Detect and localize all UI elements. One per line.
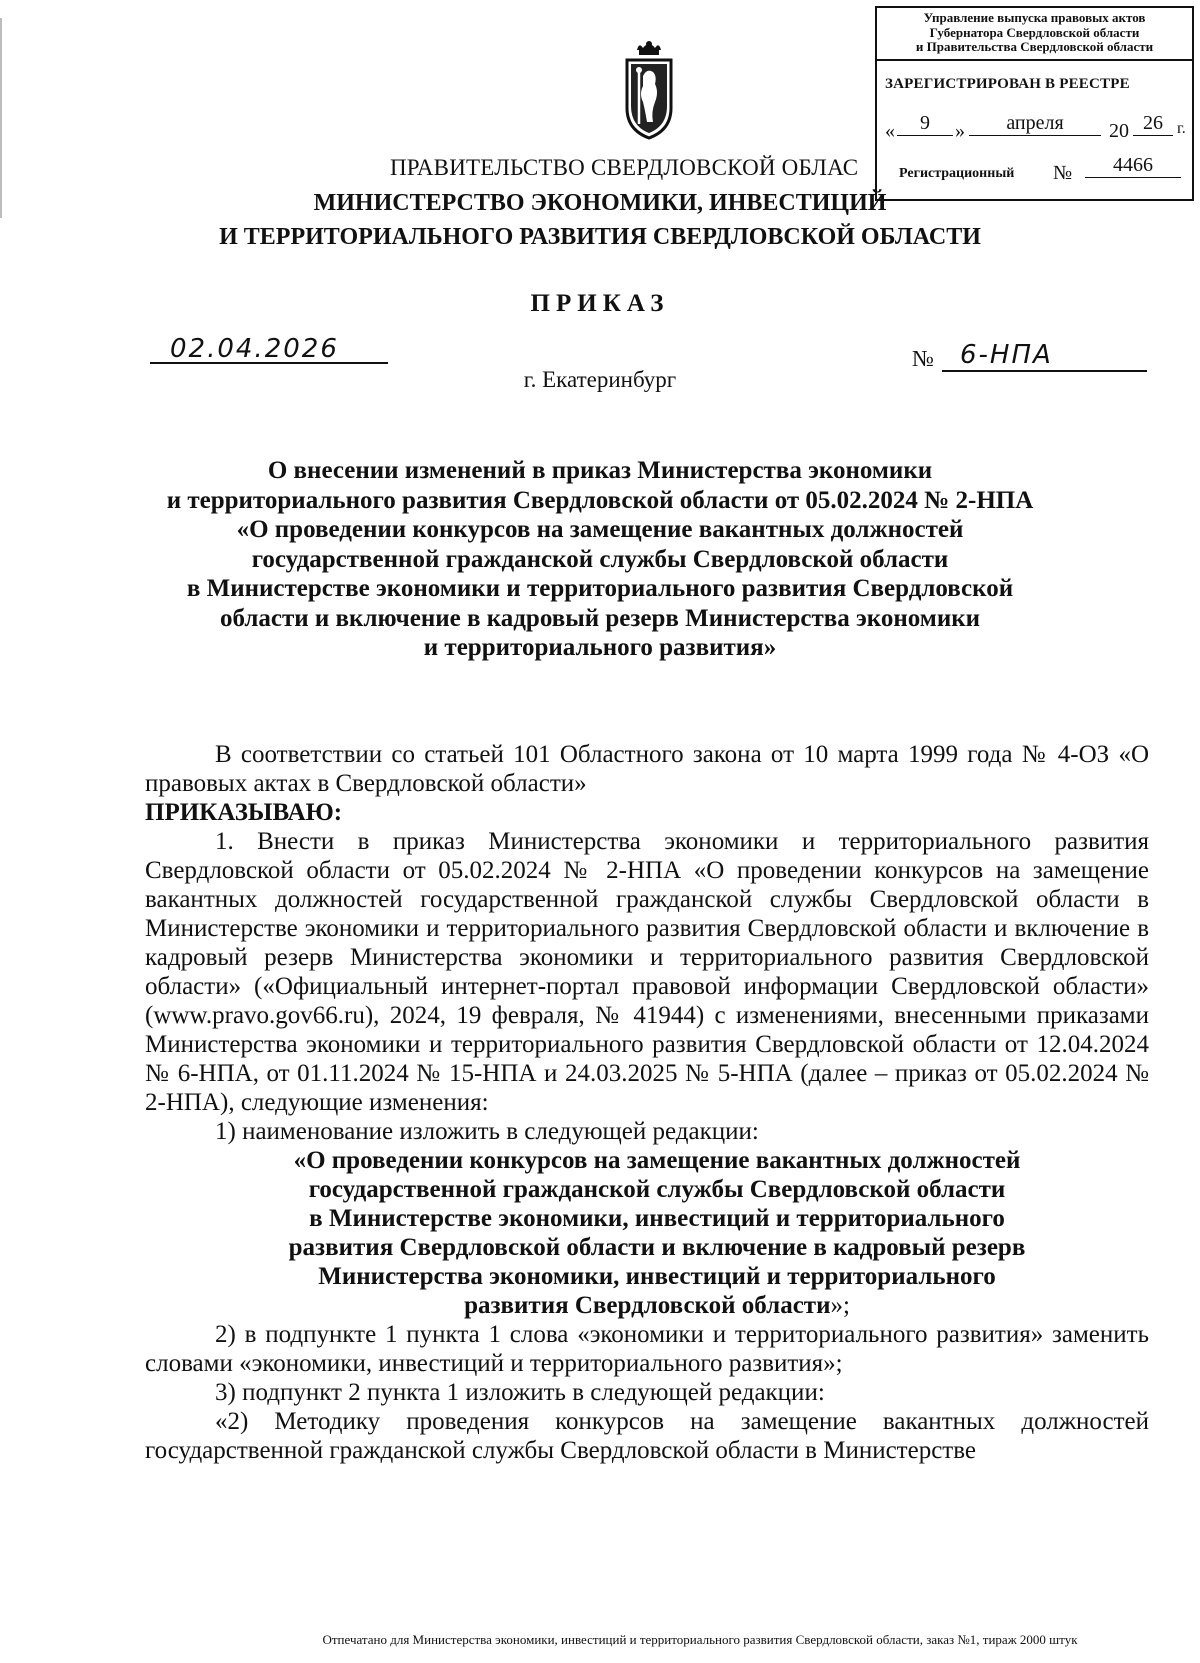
government-name: ПРАВИТЕЛЬСТВО СВЕРДЛОВСКОЙ ОБЛАС: [390, 155, 859, 180]
title-line: области и включение в кадровый резерв Министерства экономики: [219, 604, 981, 632]
stamp-header-line: Управление выпуска правовых актов: [923, 10, 1146, 25]
coat-of-arms-emblem: [621, 38, 677, 142]
quote-line: в Министерстве экономики, инвестиций и территориального: [309, 1205, 1005, 1232]
stamp-date: [885, 112, 1191, 142]
order-word: ПРИКАЗЫВАЮ:: [145, 799, 343, 826]
stamp-open-quote: «: [885, 120, 895, 142]
registration-stamp: [875, 6, 1194, 201]
stamp-title: ЗАРЕГИСТРИРОВАН В РЕЕСТРЕ: [885, 76, 1130, 92]
stamp-year-abbrev: г.: [1177, 120, 1186, 137]
subitem-3-paragraph: 3) подпункт 2 пункта 1 изложить в следующей редакции:: [215, 1379, 825, 1406]
subitem-3-text: «2) Методику проведения конкурсов на замещение вакантных должностей государственной гражданской службы Свердловской области в Министерстве: [145, 1408, 1149, 1464]
stamp-close-quote: »: [955, 120, 965, 142]
ministry-name-line: И ТЕРРИТОРИАЛЬНОГО РАЗВИТИЯ СВЕРДЛОВСКОЙ ОБЛАСТИ: [219, 224, 981, 250]
preamble-paragraph: В соответствии со статьей 101 Областного закона от 10 марта 1999 года № 4-ОЗ «О правовых актах в Свердловской области»: [145, 741, 1149, 797]
quote-line: «О проведении конкурсов на замещение вакантных должностей: [293, 1147, 1021, 1174]
city: г. Екатеринбург: [523, 367, 677, 392]
document-type: ПРИКАЗ: [530, 290, 670, 317]
stamp-header-line: Губернатора Свердловской области: [929, 24, 1140, 40]
stamp-day: 9: [897, 112, 953, 136]
print-footer: Отпечатано для Министерства экономики, инвестиций и территориального развития Свердловской области, заказ №1, тираж 2000 штук: [322, 1632, 1078, 1647]
subitem-1-paragraph: 1) наименование изложить в следующей редакции:: [215, 1118, 759, 1145]
order-number-label: №: [912, 346, 934, 371]
title-line: государственной гражданской службы Свердловской области: [251, 545, 949, 573]
stamp-number-label: Регистрационный: [899, 166, 1015, 181]
quote-line: развития Свердловской области и включение в кадровый резерв: [288, 1234, 1026, 1261]
quote-line: государственной гражданской службы Свердловской области: [308, 1176, 1006, 1203]
stamp-header-line: и Правительства Свердловской области: [915, 39, 1154, 54]
title-line: «О проведении конкурсов на замещение вакантных должностей: [236, 516, 964, 543]
stamp-number-value: 4466: [1085, 154, 1181, 178]
ministry-name: [0, 186, 1200, 254]
quote-line: развития Свердловской области: [464, 1292, 831, 1319]
quote-line-last: [165, 1291, 1149, 1320]
quote-line: Министерства экономики, инвестиций и территориального: [318, 1263, 996, 1290]
stamp-year-suffix: 26: [1133, 112, 1173, 136]
stamp-header: [877, 8, 1192, 61]
order-body: [145, 740, 1149, 1465]
title-line: О внесении изменений в приказ Министерства экономики: [267, 457, 933, 484]
ministry-name-line: МИНИСТЕРСТВО ЭКОНОМИКИ, ИНВЕСТИЦИЙ: [313, 190, 887, 216]
item-1-paragraph: 1. Внести в приказ Министерства экономики и территориального развития Свердловской области от 05.02.2024 № 2-НПА «О проведении конкурсов на замещение вакантных должностей государственной гражданской службы Свердловской области в Министерстве экономики и территориального развития Свердловской области и включение в кадровый резерв Министерства экономики и территориального развития Свердловской области» («Официальный интернет-портал правовой информации Свердловской области» (www.pravo.gov66.ru), 2024, 19 февраля, № 41944) с изменениями, внесенными приказами Министерства экономики и территориального развития Свердловской области от 12.04.2024 № 6-НПА, от 01.11.2024 № 15-НПА и 24.03.2025 № 5-НПА (далее – приказ от 05.02.2024 № 2-НПА), следующие изменения:: [145, 828, 1149, 1116]
stamp-number-sign: №: [1053, 162, 1073, 184]
subitem-2-paragraph: 2) в подпункте 1 пункта 1 слова «экономики и территориального развития» заменить словами «экономики, инвестиций и территориального развития»;: [145, 1321, 1149, 1377]
new-title-quote: [165, 1146, 1149, 1320]
quote-end: »;: [830, 1292, 850, 1319]
order-title: [110, 456, 1090, 663]
stamp-year-prefix: 20: [1109, 120, 1129, 142]
handwritten-date: 02.04.2026: [170, 334, 339, 364]
handwritten-order-number: 6-НПА: [960, 340, 1053, 370]
title-line: в Министерстве экономики и территориального развития Свердловской: [186, 575, 1014, 602]
title-line: и территориального развития Свердловской области от 05.02.2024 № 2-НПА: [166, 486, 1034, 514]
title-line: и территориального развития»: [423, 634, 777, 661]
stamp-month: апреля: [969, 112, 1101, 136]
